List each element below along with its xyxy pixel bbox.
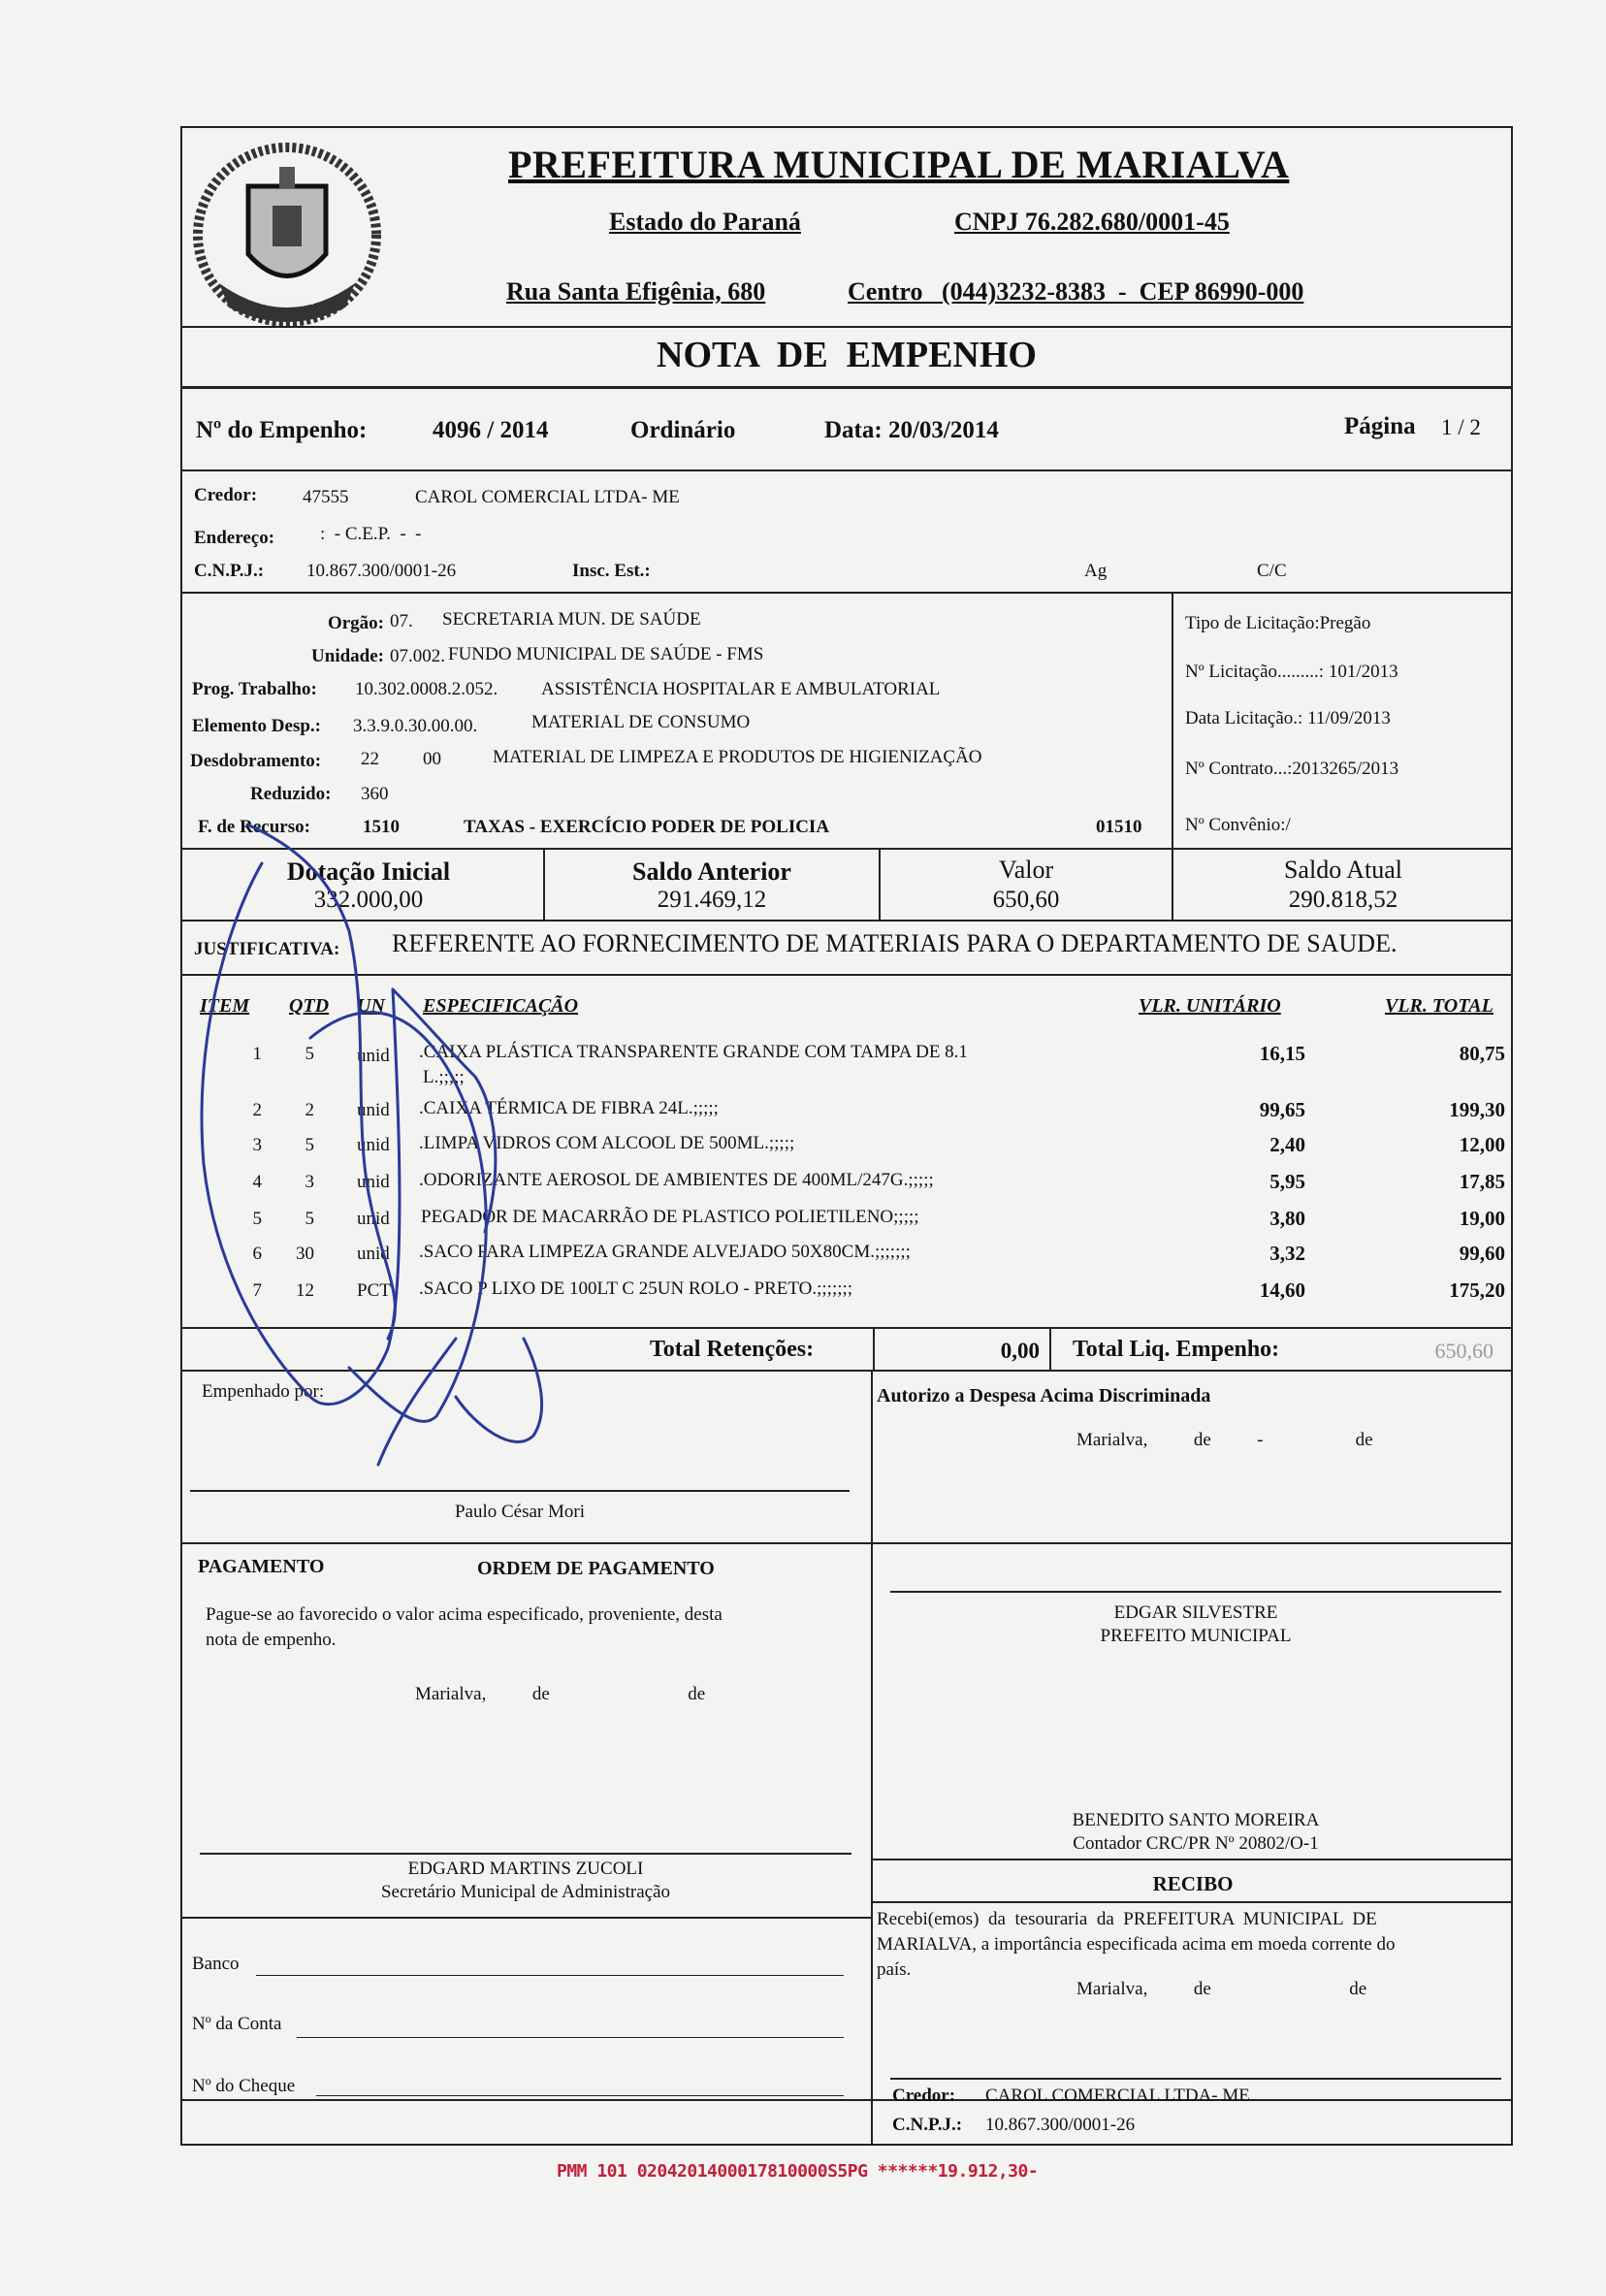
- saldo-atual-label: Saldo Atual: [1283, 856, 1403, 884]
- cnpj-value: 10.867.300/0001-26: [306, 561, 457, 581]
- item-total: 175,20: [1449, 1278, 1505, 1302]
- elemento-label: Elemento Desp.:: [192, 716, 321, 736]
- col-unitario-header: VLR. UNITÁRIO: [1139, 995, 1281, 1017]
- dotacao-inicial-label: Dotação Inicial: [286, 857, 451, 886]
- numero-contrato: Nº Contrato...:2013265/2013: [1185, 759, 1399, 779]
- orgao-code: 07.: [390, 611, 413, 631]
- handwritten-signature: [184, 795, 630, 1474]
- pagamento-text-line1: Pague-se ao favorecido o valor acima especificado, proveniente, desta: [206, 1604, 723, 1625]
- item-qtd: 12: [296, 1280, 314, 1301]
- item-qtd: 3: [305, 1172, 314, 1192]
- item-number: 3: [252, 1135, 262, 1155]
- state-name: Estado do Paraná: [609, 208, 801, 236]
- empenho-number: 4096 / 2014: [433, 417, 549, 443]
- contador-role: Contador CRC/PR Nº 20802/O-1: [1073, 1833, 1319, 1854]
- recibo-text-line2: MARIALVA, a importância especificada acima em moeda corrente do: [877, 1934, 1396, 1955]
- data-licitacao: Data Licitação.: 11/09/2013: [1185, 708, 1391, 728]
- item-number: 2: [252, 1100, 262, 1120]
- secretario-name: EDGARD MARTINS ZUCOLI: [407, 1859, 644, 1879]
- empenhado-label: Empenhado por:: [202, 1381, 325, 1402]
- dotacao-inicial-value: 332.000,00: [313, 887, 424, 913]
- item-description: .CAIXA TÉRMICA DE FIBRA 24L.;;;;;: [419, 1098, 719, 1118]
- item-total: 80,75: [1459, 1042, 1505, 1065]
- fonte-name: TAXAS - EXERCÍCIO PODER DE POLICIA: [464, 817, 830, 837]
- page-label: Página: [1344, 413, 1416, 439]
- prefeito-name: EDGAR SILVESTRE: [1113, 1602, 1278, 1623]
- item-unit-price: 3,32: [1269, 1242, 1305, 1265]
- item-total: 17,85: [1459, 1170, 1505, 1193]
- item-number: 6: [252, 1244, 262, 1264]
- item-total: 19,00: [1459, 1207, 1505, 1230]
- cc-label: C/C: [1257, 561, 1287, 581]
- col-un-header: UN: [357, 995, 385, 1017]
- unidade-label: Unidade:: [311, 646, 384, 666]
- conta-label: Nº da Conta: [192, 2014, 282, 2034]
- footer-credor-label: Credor:: [892, 2086, 956, 2106]
- item-unit-type: PCT: [357, 1280, 391, 1301]
- document-type-title: NOTA DE EMPENHO: [657, 335, 1037, 375]
- item-unit-type: unid: [357, 1244, 390, 1264]
- svg-text:MARIALVA: MARIALVA: [261, 296, 313, 307]
- city-cnpj: CNPJ 76.282.680/0001-45: [954, 208, 1230, 236]
- item-unit-type: unid: [357, 1046, 390, 1066]
- item-number: 1: [252, 1044, 262, 1064]
- orgao-name: SECRETARIA MUN. DE SAÚDE: [442, 609, 701, 630]
- footer-cnpj-label: C.N.P.J.:: [892, 2115, 963, 2135]
- empenho-date: Data: 20/03/2014: [824, 417, 999, 443]
- reduzido-value: 360: [361, 784, 389, 804]
- desdobramento-name: MATERIAL DE LIMPEZA E PRODUTOS DE HIGIENIZAÇÃO: [493, 747, 982, 767]
- ordem-pagamento-label: ORDEM DE PAGAMENTO: [477, 1558, 715, 1579]
- item-unit-type: unid: [357, 1135, 390, 1155]
- item-unit-price: 2,40: [1269, 1133, 1305, 1156]
- valor-value: 650,60: [992, 887, 1060, 913]
- prefeito-role: PREFEITO MUNICIPAL: [1100, 1626, 1292, 1646]
- page-title: PREFEITURA MUNICIPAL DE MARIALVA: [508, 143, 1290, 186]
- item-unit-price: 99,65: [1259, 1098, 1305, 1121]
- item-qtd: 5: [305, 1044, 314, 1064]
- insc-label: Insc. Est.:: [572, 561, 651, 581]
- elemento-code: 3.3.9.0.30.00.00.: [353, 716, 478, 736]
- empenho-type: Ordinário: [630, 417, 736, 443]
- tipo-licitacao: Tipo de Licitação:Pregão: [1185, 613, 1371, 633]
- pagamento-place-date: Marialva, de de: [415, 1684, 706, 1704]
- total-liq-label: Total Liq. Empenho:: [1073, 1337, 1280, 1362]
- prog-code: 10.302.0008.2.052.: [355, 679, 498, 699]
- credor-label: Credor:: [194, 485, 258, 505]
- saldo-anterior-label: Saldo Anterior: [632, 857, 791, 886]
- desdobramento-code: 22: [361, 749, 379, 769]
- numero-convenio: Nº Convênio:/: [1185, 815, 1291, 835]
- item-description-cont: L.;;;;;: [423, 1067, 465, 1087]
- col-total-header: VLR. TOTAL: [1385, 995, 1494, 1017]
- endereco-label: Endereço:: [194, 528, 275, 548]
- endereco-value: : - C.E.P. - -: [320, 524, 422, 544]
- item-unit-price: 14,60: [1259, 1278, 1305, 1302]
- address-rest: Centro (044)3232-8383 - CEP 86990-000: [848, 277, 1304, 306]
- contador-name: BENEDITO SANTO MOREIRA: [1072, 1810, 1320, 1830]
- pagamento-text-line2: nota de empenho.: [206, 1630, 337, 1650]
- banco-field[interactable]: [256, 1975, 844, 1976]
- item-unit-type: unid: [357, 1209, 390, 1229]
- total-liq-value: 650,60: [1434, 1339, 1494, 1363]
- item-qtd: 5: [305, 1135, 314, 1155]
- fonte-code: 1510: [363, 817, 400, 837]
- fonte-number: 01510: [1096, 817, 1142, 837]
- empenhado-name: Paulo César Mori: [454, 1502, 586, 1522]
- item-number: 7: [252, 1280, 262, 1301]
- item-qtd: 2: [305, 1100, 314, 1120]
- item-unit-price: 3,80: [1269, 1207, 1305, 1230]
- justificativa-label: JUSTIFICATIVA:: [194, 939, 340, 959]
- justificativa-text: REFERENTE AO FORNECIMENTO DE MATERIAIS PARA O DEPARTAMENTO DE SAUDE.: [392, 929, 1397, 957]
- desdobramento-sub: 00: [423, 749, 441, 769]
- item-description: .SACO P LIXO DE 100LT C 25UN ROLO - PRETO.;;;;;;;: [419, 1278, 853, 1299]
- empenho-label: Nº do Empenho:: [196, 417, 368, 443]
- unidade-name: FUNDO MUNICIPAL DE SAÚDE - FMS: [448, 644, 764, 664]
- cheque-label: Nº do Cheque: [192, 2076, 296, 2096]
- item-qtd: 30: [296, 1244, 314, 1264]
- cheque-field[interactable]: [316, 2095, 844, 2096]
- fonte-label: F. de Recurso:: [198, 817, 310, 837]
- item-description: .CAIXA PLÁSTICA TRANSPARENTE GRANDE COM TAMPA DE 8.1: [419, 1042, 968, 1062]
- recibo-label: RECIBO: [1152, 1872, 1234, 1895]
- recibo-place-date: Marialva, de de: [1076, 1979, 1367, 1999]
- item-unit-type: unid: [357, 1172, 390, 1192]
- item-unit-price: 5,95: [1269, 1170, 1305, 1193]
- item-total: 12,00: [1459, 1133, 1505, 1156]
- total-retencoes-value: 0,00: [1000, 1339, 1040, 1363]
- reduzido-label: Reduzido:: [250, 784, 332, 804]
- pagamento-label: PAGAMENTO: [198, 1556, 325, 1577]
- recibo-text-line1: Recebi(emos) da tesouraria da PREFEITURA MUNICIPAL DE: [877, 1909, 1377, 1929]
- item-description: .LIMPA VIDROS COM ALCOOL DE 500ML.;;;;;: [419, 1133, 795, 1153]
- total-retencoes-label: Total Retenções:: [650, 1337, 815, 1362]
- item-number: 4: [252, 1172, 262, 1192]
- item-description: .ODORIZANTE AEROSOL DE AMBIENTES DE 400ML/247G.;;;;;: [419, 1170, 934, 1190]
- item-unit-type: unid: [357, 1100, 390, 1120]
- page-number: 1 / 2: [1441, 415, 1481, 439]
- credor-name: CAROL COMERCIAL LTDA- ME: [415, 487, 680, 507]
- item-qtd: 5: [305, 1209, 314, 1229]
- saldo-atual-value: 290.818,52: [1288, 887, 1398, 913]
- secretario-role: Secretário Municipal de Administração: [380, 1882, 671, 1902]
- valor-label: Valor: [998, 856, 1054, 884]
- conta-field[interactable]: [297, 2037, 844, 2038]
- prog-name: ASSISTÊNCIA HOSPITALAR E AMBULATORIAL: [541, 679, 941, 699]
- item-total: 199,30: [1449, 1098, 1505, 1121]
- crest-logo: [190, 138, 384, 332]
- saldo-anterior-value: 291.469,12: [657, 887, 767, 913]
- item-description: .SACO PARA LIMPEZA GRANDE ALVEJADO 50X80CM.;;;;;;;: [419, 1242, 911, 1262]
- address-street: Rua Santa Efigênia, 680: [506, 277, 766, 306]
- item-total: 99,60: [1459, 1242, 1505, 1265]
- banco-label: Banco: [192, 1954, 240, 1974]
- credor-code: 47555: [303, 487, 349, 507]
- autorizo-label: Autorizo a Despesa Acima Discriminada: [877, 1385, 1211, 1407]
- ag-label: Ag: [1084, 561, 1108, 581]
- col-item-header: ITEM: [200, 995, 250, 1017]
- prog-label: Prog. Trabalho:: [192, 679, 317, 699]
- col-espec-header: ESPECIFICAÇÃO: [423, 995, 579, 1017]
- orgao-label: Orgão:: [327, 613, 384, 633]
- unidade-code: 07.002.: [390, 646, 445, 666]
- desdobramento-label: Desdobramento:: [190, 751, 322, 771]
- autorizo-place-date: Marialva, de - de: [1076, 1430, 1373, 1450]
- footer-cnpj-value: 10.867.300/0001-26: [985, 2115, 1136, 2135]
- item-unit-price: 16,15: [1259, 1042, 1305, 1065]
- cnpj-label: C.N.P.J.:: [194, 561, 265, 581]
- payment-stamp: PMM 101 0204201400017810000S5PG ******19.912,30-: [557, 2161, 1039, 2182]
- col-qtd-header: QTD: [289, 995, 330, 1017]
- numero-licitacao: Nº Licitação.........: 101/2013: [1185, 662, 1398, 682]
- item-number: 5: [252, 1209, 262, 1229]
- footer-credor-value: CAROL COMERCIAL LTDA- ME: [985, 2086, 1250, 2106]
- recibo-text-line3: país.: [877, 1959, 912, 1980]
- elemento-name: MATERIAL DE CONSUMO: [531, 712, 751, 732]
- item-description: PEGADOR DE MACARRÃO DE PLASTICO POLIETILENO;;;;;: [421, 1207, 919, 1227]
